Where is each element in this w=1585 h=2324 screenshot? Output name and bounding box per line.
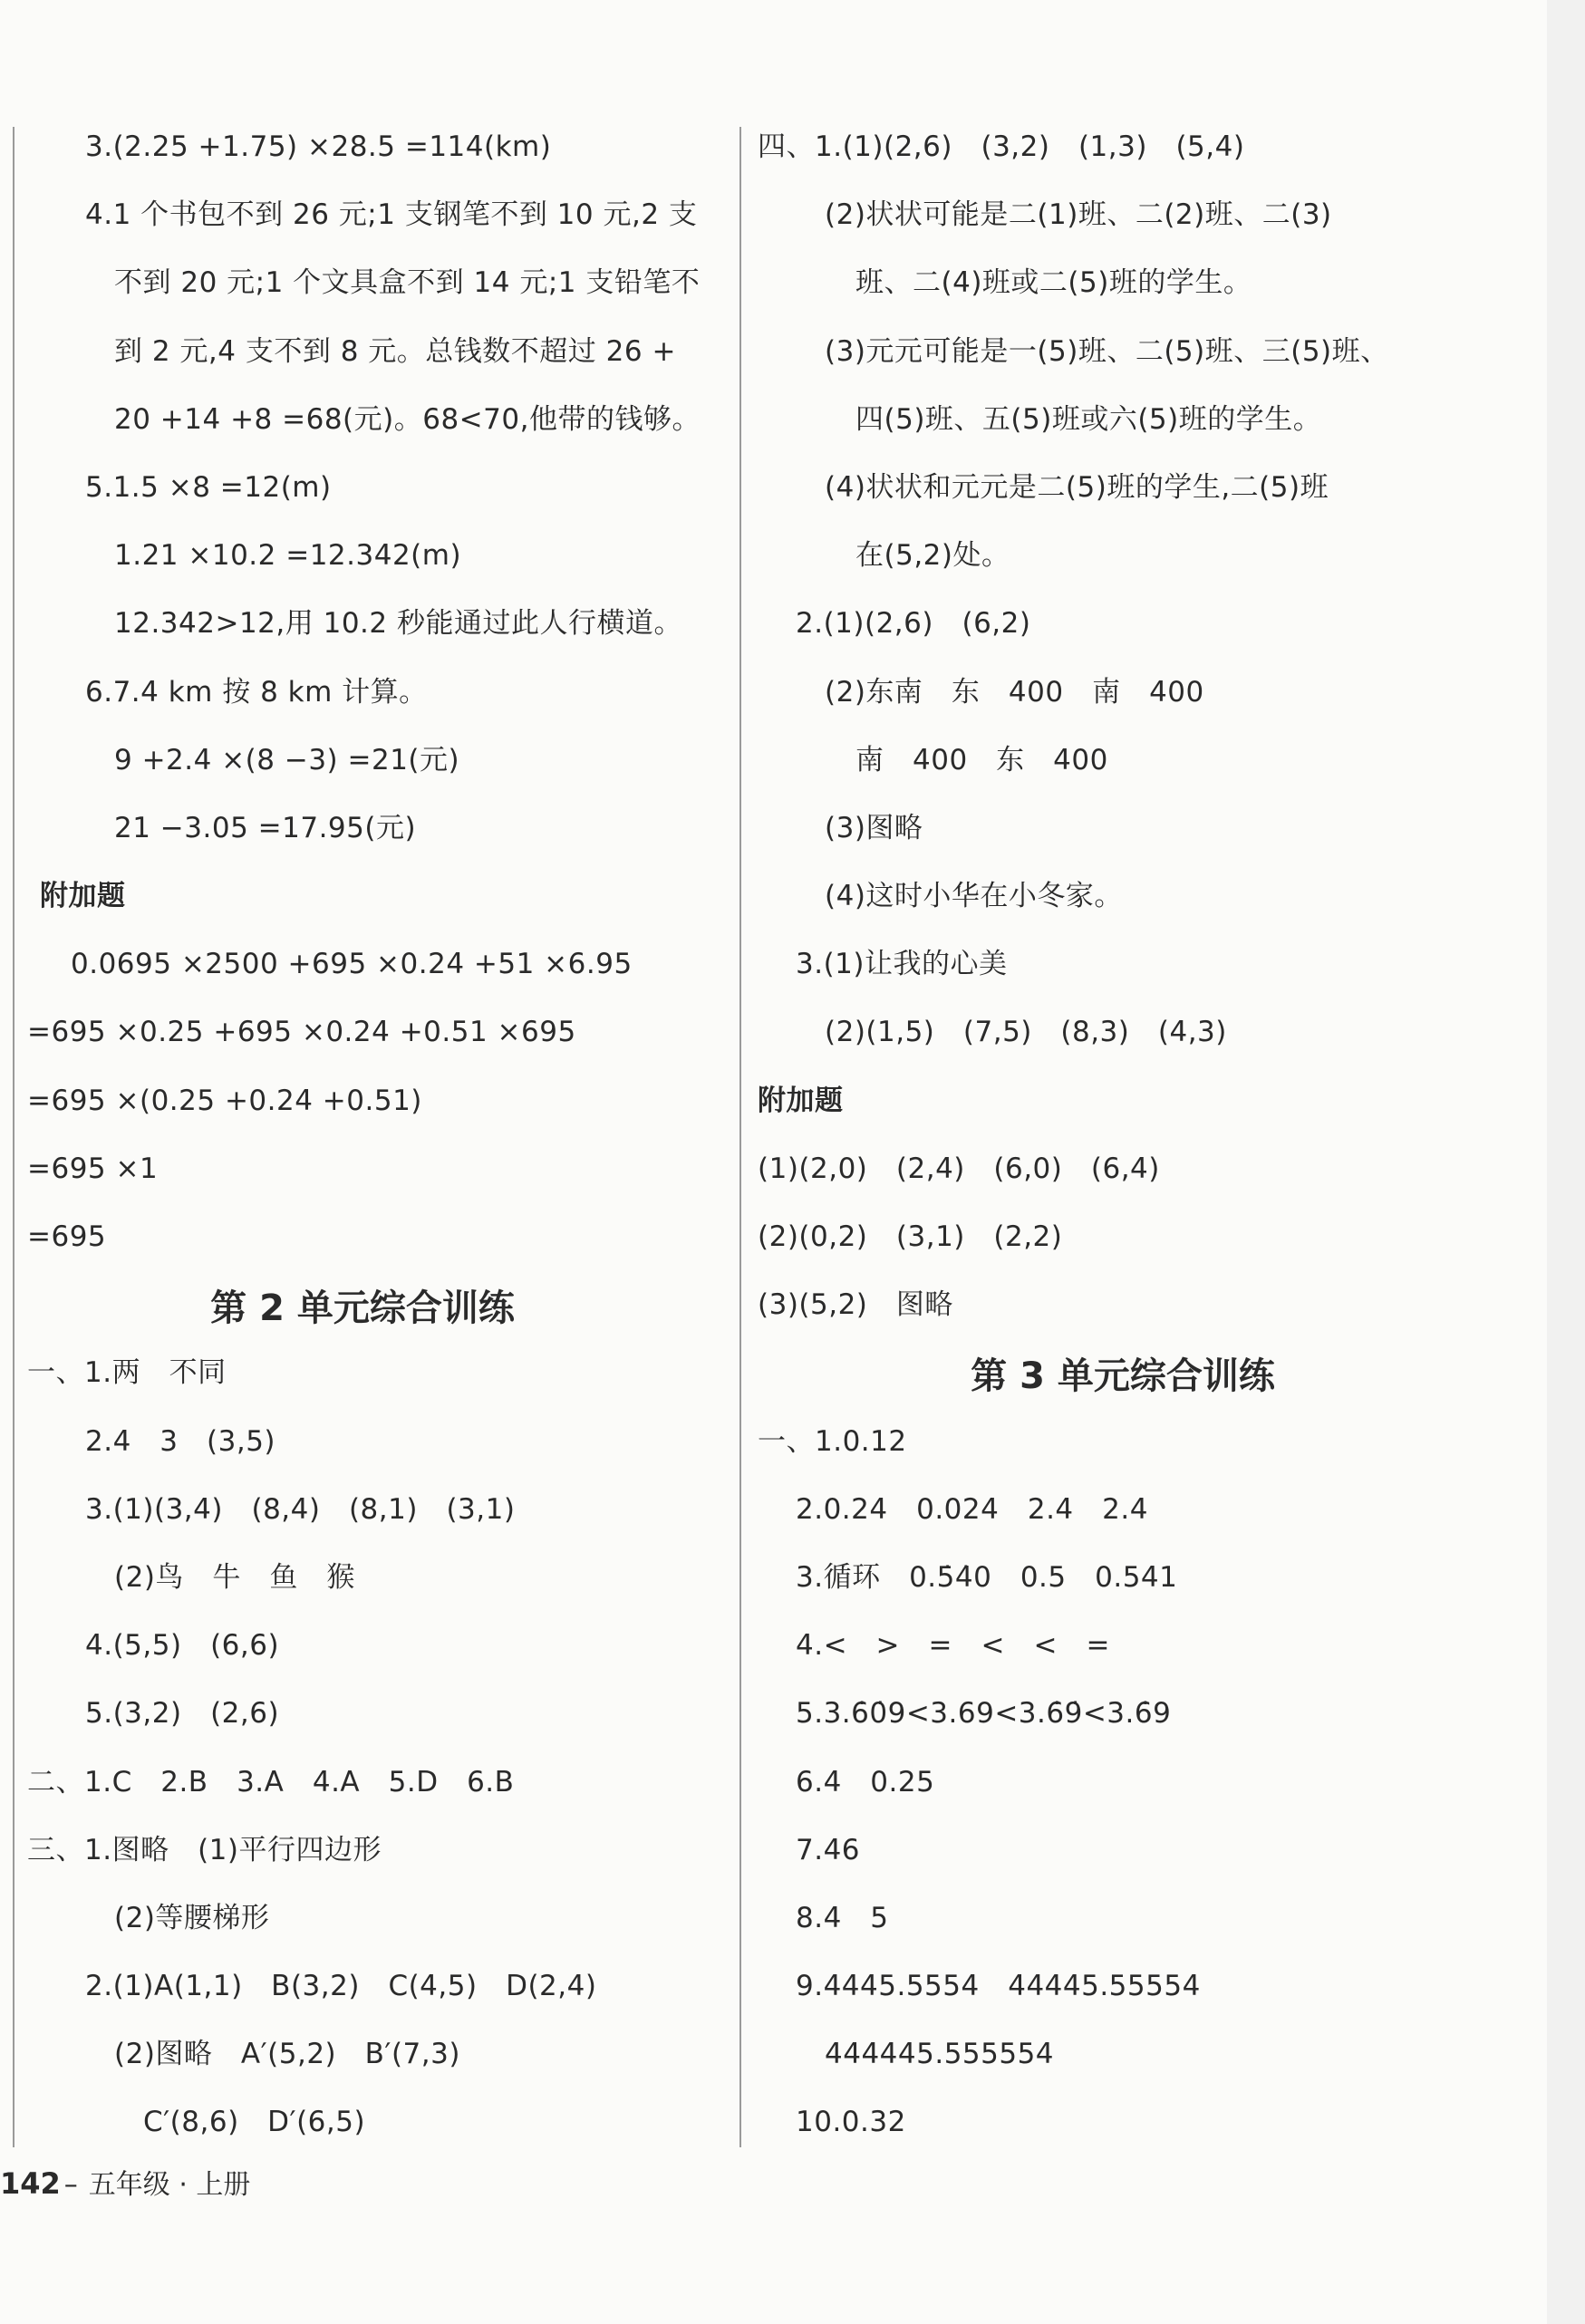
left-answer-line: 4.(5,5) (6,6) [85,1629,280,1663]
right-answer-line: (2)东南 东 400 南 400 [825,675,1204,709]
left-answer-line: 一、1.两 不同 [27,1356,227,1390]
left-answer-line: 3.(2.25 +1.75) ×28.5 =114(km) [85,130,552,163]
left-answer-line: 到 2 元,4 支不到 8 元。总钱数不超过 26 + [114,334,676,368]
left-answer-line: 3.(1)(3,4) (8,4) (8,1) (3,1) [85,1492,516,1526]
right-answer-line: (1)(2,0) (2,4) (6,0) (6,4) [758,1152,1160,1185]
left-answer-line: 21 −3.05 =17.95(元) [114,811,417,844]
right-answer-line: 444445.555554 [825,2038,1055,2071]
right-answer-line: 2.(1)(2,6) (6,2) [796,607,1031,641]
right-answer-line: (2)状状可能是二(1)班、二(2)班、二(3) [825,198,1332,232]
right-answer-line: 7.46 [796,1833,861,1866]
book-label: 五年级 · 上册 [88,2169,251,2201]
left-answer-line: C′(8,6) D′(6,5) [143,2106,366,2139]
right-answer-line: 10.0.32 [796,2106,906,2139]
right-answer-line: 四、1.(1)(2,6) (3,2) (1,3) (5,4) [758,130,1245,163]
right-answer-line: 6.4 0.25 [796,1765,935,1798]
bonus-heading: 附加题 [40,880,126,913]
right-answer-line: (3)图略 [825,811,923,844]
left-answer-line: 2.(1)A(1,1) B(3,2) C(4,5) D(2,4) [85,1970,597,2003]
left-answer-line: 4.1 个书包不到 26 元;1 支钢笔不到 10 元,2 支 [85,198,698,232]
left-answer-line: =695 [27,1220,107,1253]
right-answer-line: 3.循环 0.5̇4̇0 0.5 0.541 [796,1560,1178,1594]
right-answer-line: 南 400 东 400 [855,743,1108,776]
left-answer-line: 9 +2.4 ×(8 −3) =21(元) [114,743,460,776]
left-answer-line: 二、1.C 2.B 3.A 4.A 5.D 6.B [27,1765,515,1798]
left-answer-line: 三、1.图略 (1)平行四边形 [27,1833,382,1866]
right-answer-line: 班、二(4)班或二(5)班的学生。 [855,266,1252,300]
left-answer-line: 5.(3,2) (2,6) [85,1697,280,1731]
right-column [754,113,1542,2157]
right-page-edge [1547,0,1585,2324]
left-answer-line: 20 +14 +8 =68(元)。68<70,他带的钱够。 [114,402,701,436]
left-answer-line: =695 ×1 [27,1152,159,1185]
right-answer-line: (2)(1,5) (7,5) (8,3) (4,3) [825,1016,1227,1049]
left-answer-line: (2)图略 A′(5,2) B′(7,3) [114,2038,460,2071]
right-answer-line: 四(5)班、五(5)班或六(5)班的学生。 [855,402,1322,436]
left-answer-line: =695 ×(0.25 +0.24 +0.51) [27,1084,422,1117]
left-answer-line: 0.0695 ×2500 +695 ×0.24 +51 ×6.95 [71,948,633,981]
column-divider [739,127,741,2147]
left-answer-line: 不到 20 元;1 个文具盒不到 14 元;1 支铅笔不 [114,266,701,300]
left-column [27,113,725,2157]
right-answer-line: 9.4445.5554 44445.55554 [796,1970,1201,2003]
right-answer-line: 5.3.6̇0̇9<3.69<3.6̇9̇<3.6̇9 [796,1697,1172,1731]
left-margin-rule [13,127,14,2147]
right-answer-line: 在(5,2)处。 [855,539,1010,573]
left-answer-line: (2)鸟 牛 鱼 猴 [114,1560,355,1594]
section-title: 第 2 单元综合训练 [210,1287,515,1330]
right-answer-line: (4)状状和元元是二(5)班的学生,二(5)班 [825,470,1329,504]
right-answer-line: 2.0.24 0.024 2.4 2.4 [796,1492,1148,1526]
section-title: 第 3 单元综合训练 [971,1355,1275,1398]
bonus-heading: 附加题 [758,1084,844,1117]
right-answer-line: (2)(0,2) (3,1) (2,2) [758,1220,1063,1253]
right-answer-line: (3)元元可能是一(5)班、二(5)班、三(5)班、 [825,334,1389,368]
right-answer-line: 4.< > = < < = [796,1629,1110,1663]
left-answer-line: 5.1.5 ×8 =12(m) [85,470,332,504]
left-answer-line: =695 ×0.25 +695 ×0.24 +0.51 ×695 [27,1016,576,1049]
left-answer-line: 1.21 ×10.2 =12.342(m) [114,539,462,573]
left-answer-line: 6.7.4 km 按 8 km 计算。 [85,675,428,709]
footer-dash: – [63,2169,78,2201]
right-answer-line: 一、1.0.12 [758,1424,907,1458]
right-answer-line: 8.4 5 [796,1901,889,1934]
page-footer [0,2156,250,2211]
page-number: 142 [0,2166,61,2201]
left-answer-line: 2.4 3 (3,5) [85,1424,276,1458]
right-answer-line: (4)这时小华在小冬家。 [825,880,1123,913]
right-answer-line: (3)(5,2) 图略 [758,1288,953,1322]
right-answer-line: 3.(1)让我的心美 [796,948,1008,981]
left-answer-line: (2)等腰梯形 [114,1901,270,1934]
left-answer-line: 12.342>12,用 10.2 秒能通过此人行横道。 [114,607,682,641]
